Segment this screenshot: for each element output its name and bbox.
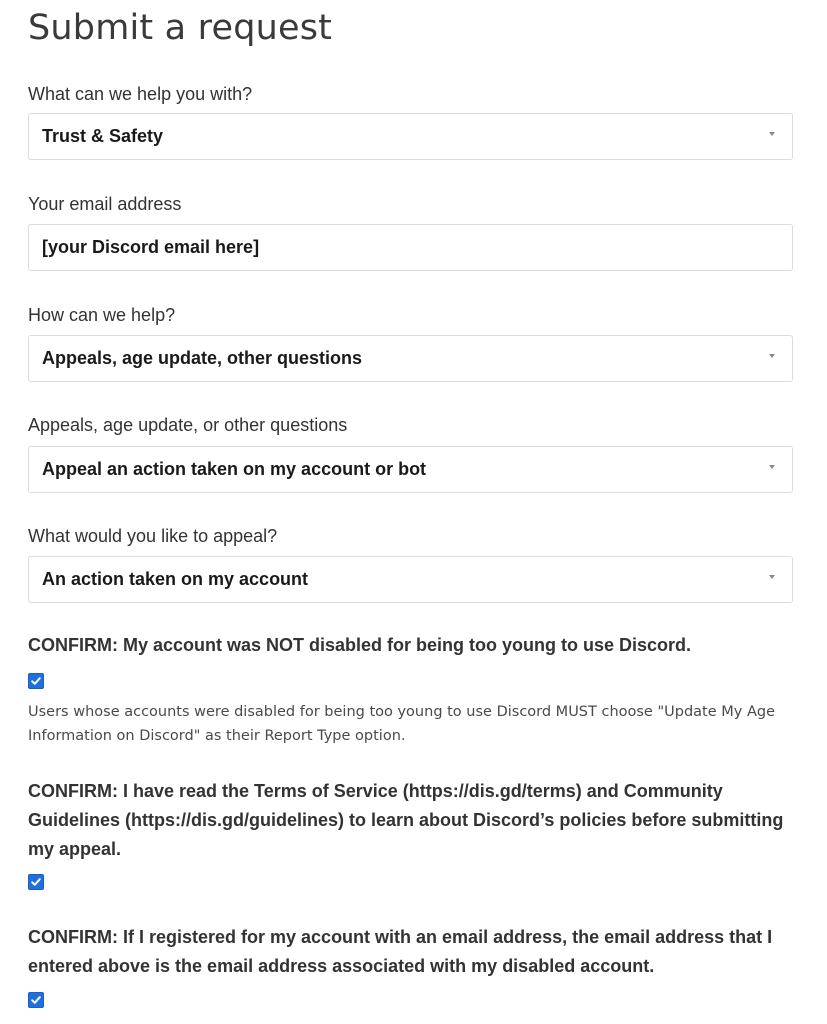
email-value: [your Discord email here] xyxy=(42,237,260,257)
chevron-down-icon xyxy=(769,575,775,579)
appeal-what-value: An action taken on my account xyxy=(42,569,309,589)
chevron-down-icon xyxy=(769,354,775,358)
email-input[interactable] xyxy=(28,224,793,271)
appeals-type-value: Appeal an action taken on my account or bot xyxy=(42,459,427,479)
confirm-tos-checkbox[interactable] xyxy=(28,874,44,890)
confirm-tos-label: CONFIRM: I have read the Terms of Service (https://dis.gd/terms) and Community Guidelines (https://dis.gd/guidelines) to learn about Discord’s policies before submitting my appeal. xyxy=(28,781,784,859)
email-label: Your email address xyxy=(28,194,182,214)
confirm-email-checkbox[interactable] xyxy=(28,992,44,1008)
confirm-email-label: CONFIRM: If I registered for my account with an email address, the email address that I entered above is the email address associated with my disabled account. xyxy=(28,927,773,976)
appeal-what-label: What would you like to appeal? xyxy=(28,526,278,546)
confirm-age-checkbox[interactable] xyxy=(28,673,44,689)
help-with-select[interactable] xyxy=(28,113,793,160)
how-help-value: Appeals, age update, other questions xyxy=(42,348,363,368)
appeals-type-select[interactable] xyxy=(28,446,793,493)
how-help-select[interactable] xyxy=(28,335,793,382)
appeal-what-select[interactable] xyxy=(28,556,793,603)
how-help-label: How can we help? xyxy=(28,305,176,325)
page-title: Submit a request xyxy=(28,8,333,48)
confirm-age-hint: Users whose accounts were disabled for being too young to use Discord MUST choose "Update My Age Information on Discord" as their Report Type option. xyxy=(28,704,775,744)
checkmark-icon xyxy=(30,876,42,888)
checkmark-icon xyxy=(30,675,42,687)
help-with-label: What can we help you with? xyxy=(28,84,253,104)
appeals-type-label: Appeals, age update, or other questions xyxy=(28,415,348,435)
chevron-down-icon xyxy=(769,132,775,136)
help-with-value: Trust & Safety xyxy=(42,126,164,146)
checkmark-icon xyxy=(30,994,42,1006)
chevron-down-icon xyxy=(769,465,775,469)
confirm-age-label: CONFIRM: My account was NOT disabled for being too young to use Discord. xyxy=(28,635,692,655)
